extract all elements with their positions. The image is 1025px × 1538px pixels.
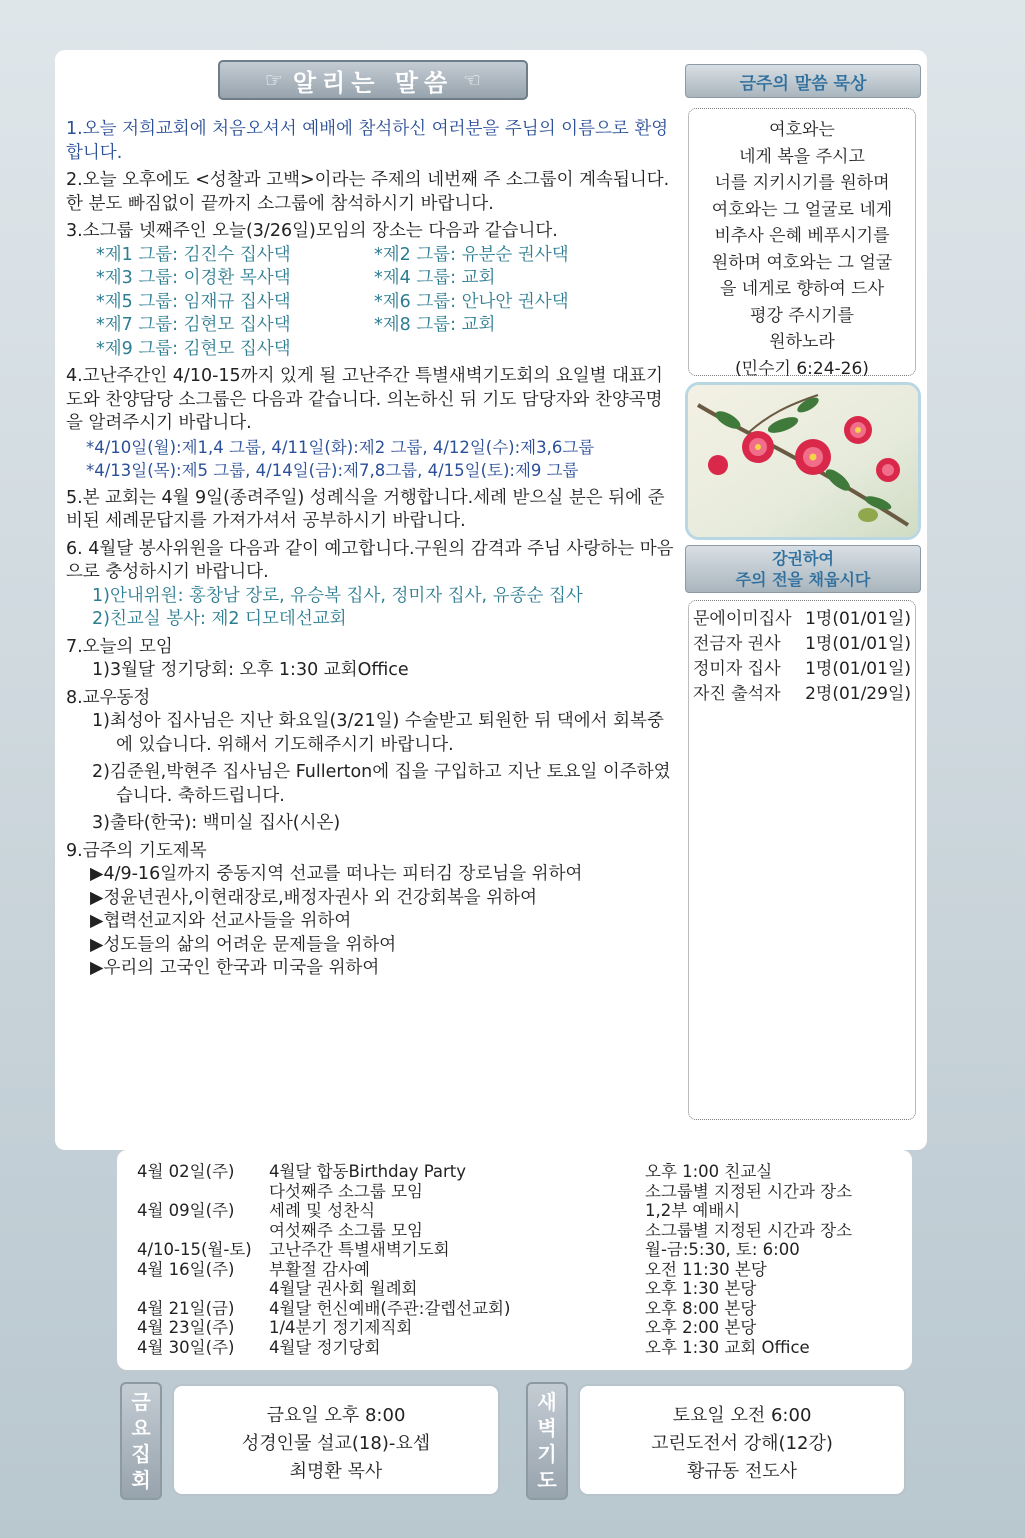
schedule-time: 오후 1:00 친교실	[645, 1162, 773, 1181]
announcement-1: 1.오늘 저희교회에 처음오셔서 예배에 참석하신 여러분을 주님의 이름으로 환영합니다.	[66, 119, 669, 163]
group-location: *제9 그룹: 김현모 집사댁	[96, 338, 291, 359]
label-char: 새	[537, 1390, 557, 1414]
attendance-count: 2명(01/29일)	[805, 684, 911, 704]
schedule-date: 4월 23일(주)	[137, 1318, 235, 1337]
schedule-time: 소그룹별 지정된 시간과 장소	[645, 1220, 853, 1240]
prayer-item: ▶성도들의 삶의 어려운 문제들을 위하여	[90, 934, 397, 955]
schedule-row	[137, 1299, 912, 1319]
group-location: *제4 그룹: 교회	[374, 268, 496, 288]
schedule-date	[137, 1221, 269, 1241]
schedule-row	[137, 1162, 912, 1182]
verse-line: 여호와는 그 얼굴로 네게	[711, 199, 893, 220]
label-char: 벽	[537, 1416, 557, 1440]
group-location: *제7 그룹: 김현모 집사댁	[96, 315, 291, 335]
attendance-count: 1명(01/01일)	[805, 659, 911, 679]
verse-line: 을 네게로 향하여 드사	[719, 279, 884, 299]
label-char: 요	[131, 1416, 151, 1440]
schedule-row	[137, 1260, 912, 1280]
verse-line: 평강 주시기를	[750, 305, 854, 326]
attendance-name: 정미자 집사	[693, 659, 781, 679]
announcement-5: 5.본 교회는 4월 9일(종려주일) 성례식을 거행합니다.세례 받으실 분은 뒤에 준비된 세례문답지를 가져가셔서 공부하시기 바랍니다.	[66, 487, 665, 531]
schedule-row	[137, 1201, 912, 1221]
schedule-time: 오후 1:30 본당	[645, 1279, 757, 1298]
verse-box	[688, 108, 916, 379]
schedule-date: 4/10-15(월-토)	[137, 1240, 252, 1259]
dawn-prayer-label	[526, 1382, 568, 1500]
verse-line: 원하며 여호와는 그 얼굴	[711, 252, 893, 273]
prayer-item: ▶협력선교지와 선교사들을 위하여	[90, 911, 352, 931]
schedule-row	[137, 1279, 912, 1299]
announcement-7: 7.오늘의 모임	[66, 636, 173, 657]
announcements-title-text: 알리는 말씀	[292, 68, 454, 97]
label-char: 금	[131, 1390, 151, 1414]
friday-speaker: 최명환 목사	[289, 1461, 383, 1482]
announcement-6: 6. 4월달 봉사위원을 다음과 같이 예고합니다.구원의 감격과 주님 사랑하는 마음으로 충성하시기 바랍니다.	[66, 538, 674, 582]
attendance-count: 1명(01/01일)	[805, 634, 911, 654]
schedule-time: 소그룹별 지정된 시간과 장소	[645, 1181, 853, 1201]
dawn-time: 토요일 오전 6:00	[672, 1405, 812, 1426]
dawn-prayer-box	[578, 1384, 906, 1496]
schedule-event: 세례 및 성찬식	[269, 1201, 376, 1220]
verse-reference: (민수기 6:24-26)	[735, 358, 869, 379]
friday-time: 금요일 오후 8:00	[266, 1405, 406, 1426]
group-location: *제6 그룹: 안나안 권사댁	[374, 291, 569, 312]
attendance-row	[693, 632, 911, 657]
schedule-date	[137, 1279, 269, 1299]
schedule-row	[137, 1240, 912, 1260]
announcement-3: 3.소그룹 넷째주인 오늘(3/26일)모임의 장소는 다음과 같습니다.	[66, 221, 558, 241]
schedule-date: 4월 02일(주)	[137, 1162, 235, 1181]
announcements-title	[218, 60, 528, 100]
announcement-8-b: 2)김준원,박현주 집사님은 Fullerton에 집을 구입하고 지난 토요일 이주하였습니다. 축하드립니다.	[92, 762, 671, 806]
attendance-row	[693, 607, 911, 632]
dawn-sermon: 고린도전서 강해(12강)	[651, 1433, 833, 1454]
verse-line: 여호와는	[769, 120, 835, 140]
schedule-date: 4월 30일(주)	[137, 1337, 235, 1357]
pointing-hand-left-icon: ☜	[463, 68, 482, 92]
friday-sermon: 성경인물 설교(18)-요셉	[241, 1433, 431, 1454]
schedule-date	[137, 1182, 269, 1202]
pointing-hand-right-icon: ☞	[264, 68, 283, 92]
schedule-event: 고난주간 특별새벽기도회	[269, 1240, 450, 1259]
prayer-item: ▶정윤년권사,이현래장로,배정자권사 외 건강회복을 위하여	[90, 887, 537, 908]
schedule-time: 오후 2:00 본당	[645, 1318, 757, 1337]
label-char: 집	[131, 1442, 151, 1466]
dawn-speaker: 황규동 전도사	[686, 1461, 798, 1482]
announcement-4: 4.고난주간인 4/10-15까지 있게 될 고난주간 특별새벽기도회의 요일별 대표기도와 찬양담당 소그룹은 다음과 같습니다. 의논하신 뒤 기도 담당자와 찬양곡명을 알려주시기 바랍니다.	[66, 366, 663, 433]
schedule-event: 1/4분기 정기제직회	[269, 1318, 413, 1337]
announcement-4-line1: *4/10일(월):제1,4 그룹, 4/11일(화):제2 그룹, 4/12일(수):제3,6그룹	[86, 437, 595, 457]
schedule-event: 다섯째주 소그룹 모임	[269, 1181, 423, 1201]
group-location: *제5 그룹: 임재규 집사댁	[96, 291, 291, 312]
attendance-count: 1명(01/01일)	[805, 609, 911, 629]
attendance-name: 문에이미집사	[693, 609, 792, 629]
prayer-item: ▶우리의 고국인 한국과 미국을 위하여	[90, 958, 380, 978]
schedule-event: 4월달 권사회 월례회	[269, 1279, 418, 1298]
schedule-date: 4월 09일(주)	[137, 1201, 235, 1220]
verse-line: 네게 복을 주시고	[739, 146, 865, 167]
group-location: *제3 그룹: 이경환 목사댁	[96, 268, 291, 288]
schedule-event: 4월달 헌신예배(주관:갈렙선교회)	[269, 1298, 511, 1318]
verse-line: 비추사 은혜 베푸시기를	[714, 226, 890, 246]
announcement-2: 2.오늘 오후에도 <성찰과 고백>이라는 주제의 네번째 주 소그룹이 계속됩니다. 한 분도 빠짐없이 끝까지 소그룹에 참석하시기 바랍니다.	[66, 170, 670, 214]
encourage-title-line2: 주의 전을 채웁시다	[735, 570, 871, 589]
announcement-8: 8.교우동정	[66, 687, 151, 708]
prayer-item: ▶4/9-16일까지 중동지역 선교를 떠나는 피터김 장로님을 위하여	[90, 864, 583, 884]
schedule-table	[117, 1150, 912, 1370]
friday-meeting-label	[120, 1382, 162, 1500]
attendance-row	[693, 657, 911, 682]
schedule-row	[137, 1338, 912, 1358]
schedule-event: 4월달 정기당회	[269, 1337, 381, 1357]
announcement-8-c: 3)출타(한국): 백미실 집사(시온)	[92, 813, 341, 833]
schedule-row	[137, 1221, 912, 1241]
verse-line: 원하노라	[769, 332, 835, 352]
announcement-4-line2: *4/13일(목):제5 그룹, 4/14일(금):제7,8그룹, 4/15일(토):제9 그룹	[86, 461, 579, 480]
group-location: *제2 그룹: 유분순 권사댁	[374, 244, 569, 265]
group-location: *제1 그룹: 김진수 집사댁	[96, 244, 291, 265]
friday-meeting-box	[172, 1384, 500, 1496]
schedule-time: 1,2부 예배시	[645, 1201, 741, 1220]
attendance-row	[693, 682, 911, 707]
schedule-date: 4월 21일(금)	[137, 1298, 235, 1318]
announcements-body	[66, 118, 676, 981]
label-char: 기	[537, 1442, 557, 1466]
announcement-6-a: 1)안내위원: 홍창남 장로, 유승복 집사, 정미자 집사, 유종순 집사	[92, 585, 583, 606]
attendance-list	[688, 600, 916, 1120]
group-location: *제8 그룹: 교회	[374, 315, 496, 335]
schedule-time: 오후 8:00 본당	[645, 1298, 757, 1318]
verse-title: 금주의 말씀 묵상	[685, 64, 921, 98]
schedule-event: 여섯째주 소그룹 모임	[269, 1220, 423, 1240]
attendance-name: 전금자 권사	[693, 634, 781, 654]
announcement-7-a: 1)3월달 정기당회: 오후 1:30 교회Office	[92, 660, 409, 680]
schedule-time: 월-금:5:30, 토: 6:00	[645, 1240, 800, 1259]
label-char: 회	[131, 1468, 151, 1492]
schedule-date: 4월 16일(주)	[137, 1259, 235, 1279]
group-locations	[66, 244, 676, 362]
encourage-title	[685, 545, 921, 593]
camellia-flower-photo-icon	[685, 382, 921, 540]
schedule-time: 오전 11:30 본당	[645, 1259, 767, 1279]
schedule-row	[137, 1318, 912, 1338]
attendance-name: 자진 출석자	[693, 684, 781, 704]
schedule-event: 부활절 감사예	[269, 1259, 370, 1279]
schedule-time: 오후 1:30 교회 Office	[645, 1337, 810, 1357]
announcement-6-b: 2)친교실 봉사: 제2 디모데선교회	[92, 609, 347, 629]
verse-line: 너를 지키시기를 원하며	[714, 173, 890, 193]
schedule-row	[137, 1182, 912, 1202]
encourage-title-line1: 강권하여	[772, 549, 834, 568]
label-char: 도	[537, 1468, 557, 1492]
announcement-8-a: 1)최성아 집사님은 지난 화요일(3/21일) 수술받고 퇴원한 뒤 댁에서 회복중에 있습니다. 위해서 기도해주시기 바랍니다.	[92, 711, 664, 755]
announcement-9: 9.금주의 기도제목	[66, 840, 207, 861]
schedule-event: 4월달 합동Birthday Party	[269, 1162, 467, 1181]
